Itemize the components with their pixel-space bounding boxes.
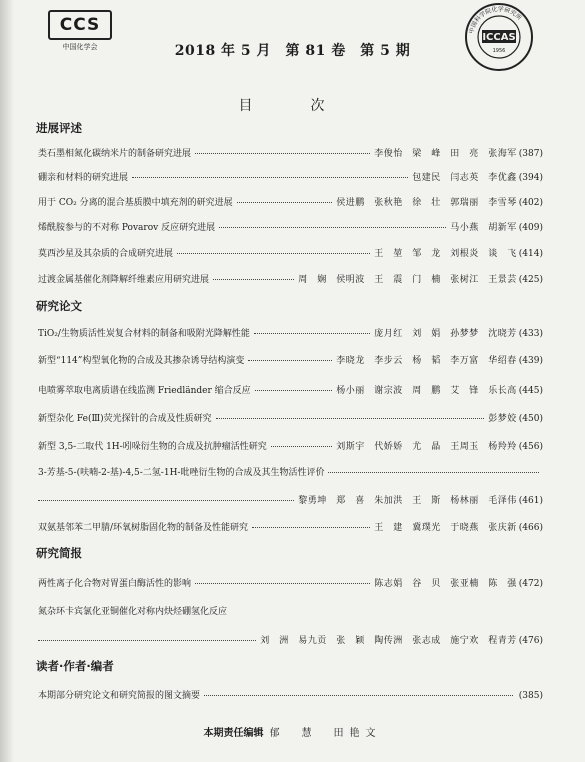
leader-dots (254, 333, 370, 334)
toc-entry[interactable] (38, 326, 543, 339)
entry-page: (466) (518, 523, 543, 533)
responsible-editor (0, 724, 585, 739)
entry-title: 新型杂化 Fe(Ⅲ)荧光探针的合成及性质研究 (38, 414, 212, 424)
entry-title: 双氨基邻苯二甲腈/环氧树脂固化物的制备及性能研究 (38, 523, 249, 533)
toc-entry[interactable] (38, 688, 543, 701)
ccs-logo-subtitle: 中国化学会 (62, 43, 98, 51)
leader-dots (38, 500, 294, 501)
toc-entry-authors-line[interactable] (38, 493, 543, 506)
entry-page: (461) (518, 496, 543, 506)
section-title: 研究简报 (36, 546, 82, 560)
toc-entry[interactable] (38, 146, 543, 159)
entry-page: (409) (518, 223, 543, 233)
entry-title: 氮杂环卡宾氯化亚铜催化对称内炔烃硼氢化反应 (38, 607, 228, 617)
toc-entry[interactable] (38, 170, 543, 183)
entry-authors: 庞月红 刘 娟 孙梦梦 沈晓芳 (374, 329, 517, 339)
toc-entry[interactable] (38, 353, 543, 366)
section-title: 进展评述 (36, 121, 82, 135)
entry-authors: 侯进鹏 张秋艳 徐 壮 郭瑞丽 李雪琴 (336, 198, 517, 208)
svg-text:中国科学院化学研究所 (467, 5, 523, 34)
entry-authors: 刘斯宇 代娇娇 尤 晶 王周玉 杨羚羚 (336, 442, 517, 452)
entry-title: 新型“114”构型氧化物的合成及其掺杂诱导结构演变 (38, 356, 245, 366)
toc-entry[interactable] (38, 411, 543, 424)
entry-title: 莫西沙星及其杂质的合成研究进展 (38, 249, 174, 259)
entry-authors: 王 堃 邹 龙 刘根炎 谈 飞 (374, 249, 517, 259)
toc-entry[interactable] (38, 195, 543, 208)
entry-authors: 包建民 闫志英 李优鑫 (412, 173, 517, 183)
entry-page: (445) (518, 386, 543, 396)
leader-dots (38, 640, 256, 641)
entry-authors: 陈志娟 谷 贝 张亚楠 陈 强 (374, 579, 517, 589)
entry-title: 用于 CO₂ 分离的混合基质膜中填充剂的研究进展 (38, 198, 233, 208)
entry-authors: 彭梦姣 (488, 414, 517, 424)
leader-dots (195, 153, 370, 154)
iccas-logo-text: ICCAS (482, 32, 516, 43)
leader-dots (255, 390, 333, 391)
entry-authors: 马小燕 胡新军 (450, 223, 517, 233)
entry-page: (425) (518, 275, 543, 285)
entry-page: (456) (518, 442, 543, 452)
leader-dots (237, 202, 333, 203)
leader-dots (204, 695, 513, 696)
entry-page: (476) (518, 636, 543, 646)
entry-page: (433) (518, 329, 543, 339)
entry-page: (402) (518, 198, 543, 208)
entry-page: (387) (518, 149, 543, 159)
leader-dots (252, 527, 370, 528)
toc-entry-title-line[interactable] (38, 465, 543, 478)
leader-dots (248, 360, 332, 361)
toc-entry[interactable] (38, 439, 543, 452)
entry-page: (414) (518, 249, 543, 259)
entry-page: (439) (518, 356, 543, 366)
iccas-logo (464, 2, 534, 72)
entry-title: 烯酰胺参与的不对称 Povarov 反应研究进展 (38, 223, 216, 233)
toc-entry[interactable] (38, 246, 543, 259)
entry-title: 硼亲和材料的研究进展 (38, 173, 129, 183)
leader-dots (213, 279, 294, 280)
iccas-logo-year: 1956 (492, 48, 506, 54)
entry-title: 3-芳基-5-(呋喃-2-基)-4,5-二氢-1H-吡唑衍生物的合成及其生物活性评价 (38, 468, 325, 478)
toc-entry[interactable] (38, 220, 543, 233)
entry-page: (472) (518, 579, 543, 589)
editor-label: 本期责任编辑 (203, 728, 264, 739)
entry-authors: 周 娴 侯明波 王 震 门 楠 张树江 王景芸 (298, 275, 517, 285)
toc-entry[interactable] (38, 272, 543, 285)
leader-dots (216, 418, 485, 419)
ccs-logo-mark: CCS (48, 10, 112, 40)
leader-dots (219, 227, 446, 228)
entry-title: 两性离子化合物对胃蛋白酶活性的影响 (38, 579, 192, 589)
toc-entry[interactable] (38, 383, 543, 396)
section-title: 研究论文 (36, 299, 82, 313)
leader-dots (328, 472, 539, 473)
entry-authors: 黎勇坤 郑 喜 朱加洪 王 斯 杨林丽 毛泽伟 (298, 496, 517, 506)
entry-page: (394) (518, 173, 543, 183)
entry-title: 新型 3,5-二取代 1H-吲哚衍生物的合成及抗肿瘤活性研究 (38, 442, 267, 452)
editor-names: 郁 慧 田艳文 (269, 728, 382, 739)
entry-page: (385) (518, 691, 543, 701)
iccas-logo-ring-text: 中国科学院化学研究所 (468, 5, 523, 35)
entry-title: 过渡金属基催化剂降解纤维素应用研究进展 (38, 275, 210, 285)
entry-page: (450) (518, 414, 543, 424)
entry-title: 电喷雾萃取电离质谱在线监测 Friedländer 缩合反应 (38, 386, 251, 396)
entry-authors: 李俊怡 梁 峰 田 亮 张海军 (374, 149, 517, 159)
section-title: 读者·作者·编者 (36, 659, 114, 673)
entry-title: 本期部分研究论文和研究简报的图文摘要 (38, 691, 201, 701)
entry-title: 类石墨相氮化碳纳米片的制备研究进展 (38, 149, 192, 159)
leader-dots (195, 583, 370, 584)
toc-entry[interactable] (38, 576, 543, 589)
entry-authors: 王 建 冀璞光 于晓燕 张庆新 (374, 523, 517, 533)
entry-authors: 李晓龙 李步云 杨 韬 李万富 华绍春 (336, 356, 517, 366)
leader-dots (177, 253, 370, 254)
toc-title: 目 次 (238, 98, 347, 114)
toc-entry[interactable] (38, 520, 543, 533)
entry-authors: 杨小丽 谢宗波 周 鹏 艾 锋 乐长高 (336, 386, 517, 396)
leader-dots (271, 446, 333, 447)
toc-entry-title-line[interactable] (38, 604, 543, 617)
toc-entry-authors-line[interactable] (38, 633, 543, 646)
entry-title: TiO₂/生物质活性炭复合材料的制备和吸附光降解性能 (38, 329, 250, 339)
leader-dots (132, 177, 408, 178)
journal-issue-info: 2018 年 5 月 第 81 卷 第 5 期 (174, 43, 411, 59)
entry-authors: 刘 洲 易九贡 张 颖 陶传洲 张志成 施宁欢 程青芳 (260, 636, 517, 646)
